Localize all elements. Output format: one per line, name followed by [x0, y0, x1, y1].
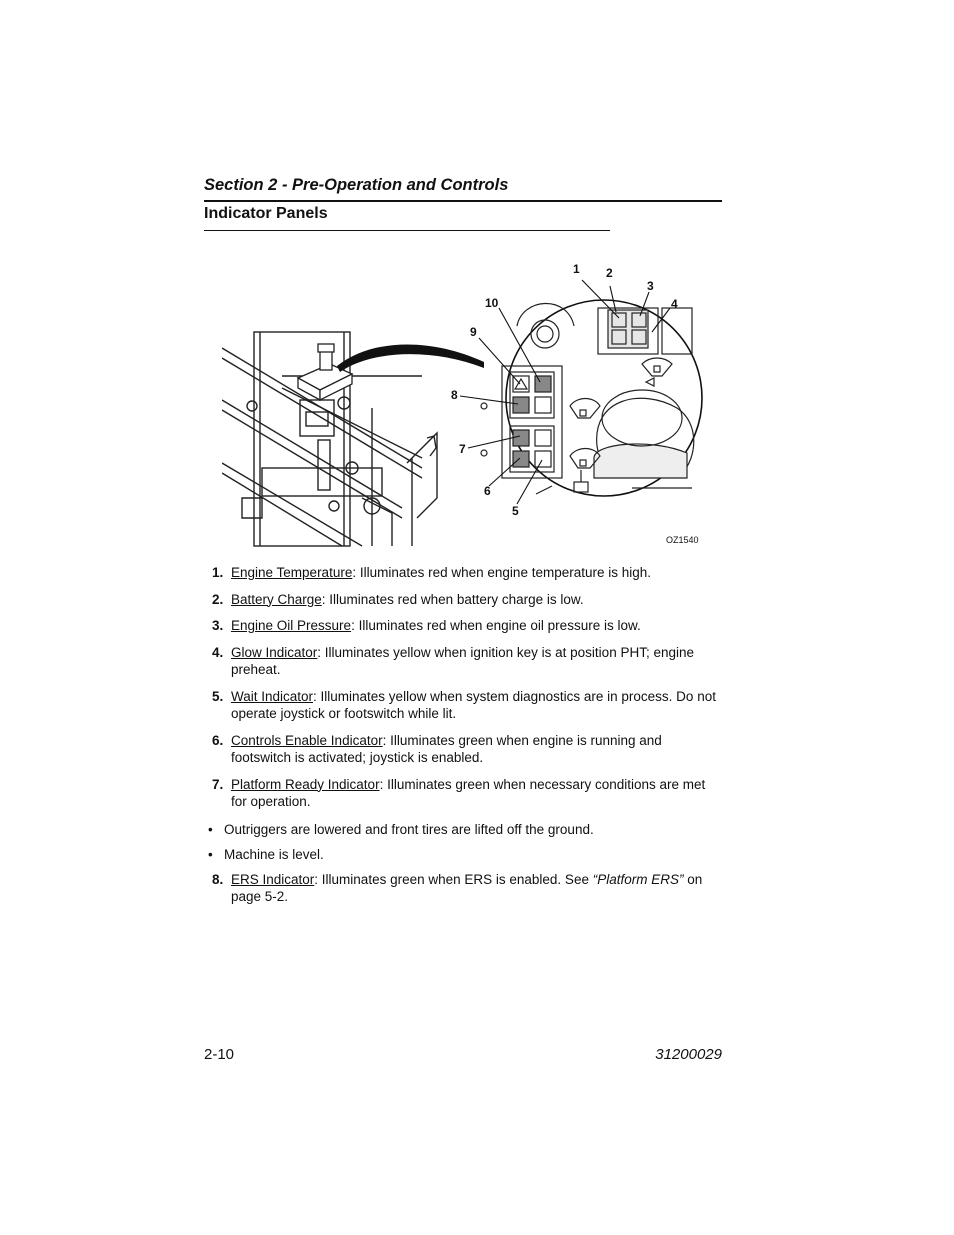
list-item: [204, 871, 724, 906]
list-item: [204, 688, 724, 723]
item-text: : Illuminates green when ERS is enabled. See: [314, 871, 593, 887]
callout-1: 1: [573, 262, 580, 276]
document-number: 31200029: [655, 1046, 722, 1063]
item-number: 7.: [212, 776, 224, 792]
list-item: [204, 776, 724, 811]
bullet-item: [204, 821, 724, 839]
callout-5: 5: [512, 504, 519, 518]
indicator-panels-figure: [222, 258, 706, 552]
callout-6: 6: [484, 484, 491, 498]
item-number: 2.: [212, 591, 224, 607]
item-term: Battery Charge: [231, 591, 322, 607]
callout-2: 2: [606, 266, 613, 280]
subsection-title: Indicator Panels: [204, 205, 328, 222]
bullet-dot: •: [208, 847, 213, 862]
bullet-item: [204, 846, 724, 864]
callout-7: 7: [459, 442, 466, 456]
indicator-panels-illustration: [222, 258, 706, 552]
list-item: [204, 564, 724, 582]
list-item: [204, 617, 724, 635]
section-rule: [204, 200, 722, 202]
item-number: 3.: [212, 618, 224, 633]
figure-id: OZ1540: [666, 535, 699, 545]
item-number: 8.: [212, 871, 224, 887]
item-text: : Illuminates red when engine temperature is high.: [352, 565, 652, 580]
bullet-text: Outriggers are lowered and front tires are lifted off the ground.: [224, 821, 594, 837]
list-item: [204, 591, 724, 609]
page-number: 2-10: [204, 1046, 235, 1063]
item-text: : Illuminates red when engine oil pressure is low.: [351, 618, 641, 633]
item-text-end: on page 5-2.: [231, 871, 703, 904]
callout-9: 9: [470, 325, 477, 339]
item-number: 5.: [212, 688, 224, 704]
item-term: Controls Enable Indicator: [231, 732, 383, 748]
item-term: ERS Indicator: [231, 871, 315, 887]
callout-10: 10: [485, 296, 499, 310]
item-number: 1.: [212, 565, 224, 580]
item-term: Engine Temperature: [231, 565, 353, 580]
indicator-list: [204, 564, 724, 906]
item-term: Engine Oil Pressure: [231, 618, 352, 633]
callout-3: 3: [647, 279, 654, 293]
item-term: Wait Indicator: [231, 688, 314, 704]
item-text: : Illuminates yellow when ignition key is at position PHT; engine preheat.: [231, 644, 694, 677]
cross-reference: “Platform ERS”: [592, 871, 684, 887]
callout-8: 8: [451, 388, 458, 402]
list-item: [204, 732, 724, 767]
item-text: : Illuminates red when battery charge is low.: [321, 591, 584, 607]
item-term: Glow Indicator: [231, 644, 318, 660]
bullet-text: Machine is level.: [224, 847, 324, 862]
callout-4: 4: [671, 297, 678, 311]
item-text: : Illuminates yellow when system diagnostics are in process. Do not operate joystick or footswitch while lit.: [231, 688, 716, 721]
item-term: Platform Ready Indicator: [231, 776, 380, 792]
subsection-rule: [204, 230, 610, 231]
bullet-dot: •: [208, 821, 213, 837]
item-number: 4.: [212, 644, 224, 660]
item-text: : Illuminates green when necessary conditions are met for operation.: [231, 776, 706, 809]
section-title: Section 2 - Pre-Operation and Controls: [204, 176, 509, 194]
item-number: 6.: [212, 732, 224, 748]
item-text: : Illuminates green when engine is running and footswitch is activated; joystick is enabled.: [231, 732, 662, 765]
list-item: [204, 644, 724, 679]
